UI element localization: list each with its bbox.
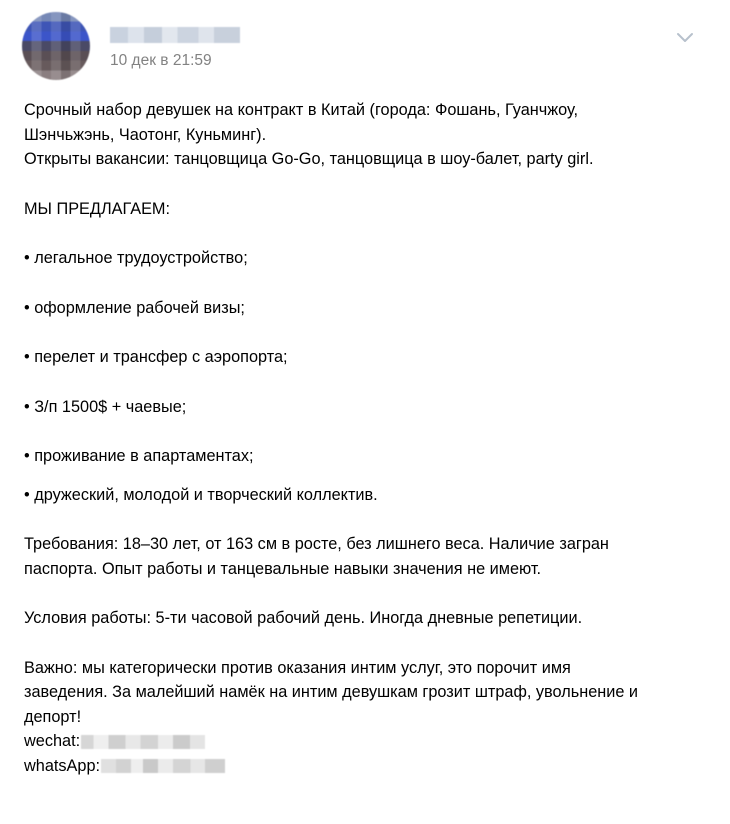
offer-item: • перелет и трансфер с аэропорта; (24, 348, 288, 366)
whatsapp-label: whatsApp: (24, 756, 101, 775)
post-date[interactable]: 10 дек в 21:59 (110, 52, 212, 69)
conditions-line: Условия работы: 5-ти часовой рабочий день. Иногда дневные репетиции. (24, 609, 583, 627)
whatsapp-number-redacted (101, 759, 225, 773)
author-avatar[interactable] (22, 12, 90, 80)
offer-item: • легальное трудоустройство; (24, 249, 248, 267)
requirements-line: Требования: 18–30 лет, от 163 см в росте, без лишнего веса. Наличие загран (24, 535, 609, 553)
requirements-line: паспорта. Опыт работы и танцевальные навыки значения не имеют. (24, 559, 542, 578)
offer-item: • проживание в апартаментах; (24, 447, 254, 465)
wechat-id-redacted (81, 735, 205, 749)
chevron-down-icon[interactable] (675, 31, 695, 45)
offer-heading: МЫ ПРЕДЛАГАЕМ: (24, 199, 171, 218)
offer-item: • З/п 1500$ + чаевые; (24, 397, 187, 416)
offer-item: • дружеский, молодой и творческий коллектив. (24, 485, 378, 504)
intro-line: Срочный набор девушек на контракт в Китай (города: Фошань, Гуанчжоу, (24, 101, 579, 119)
intro-line: Шэнчьжэнь, Чаотонг, Куньминг). (24, 125, 267, 144)
wechat-contact (24, 729, 704, 754)
offer-item: • оформление рабочей визы; (24, 298, 245, 317)
vacancies-line: Открыты вакансии: танцовщица Go-Go, танцовщица в шоу-балет, party girl. (24, 150, 594, 168)
important-line: депорт! (24, 707, 82, 726)
post-text (24, 98, 704, 778)
author-name-redacted[interactable] (110, 27, 240, 43)
important-line: заведения. За малейший намёк на интим девушкам грозит штраф, увольнение и (24, 683, 639, 701)
whatsapp-contact (24, 754, 704, 779)
wechat-label: wechat: (24, 732, 81, 750)
important-line: Важно: мы категорически против оказания интим услуг, это порочит имя (24, 658, 571, 677)
